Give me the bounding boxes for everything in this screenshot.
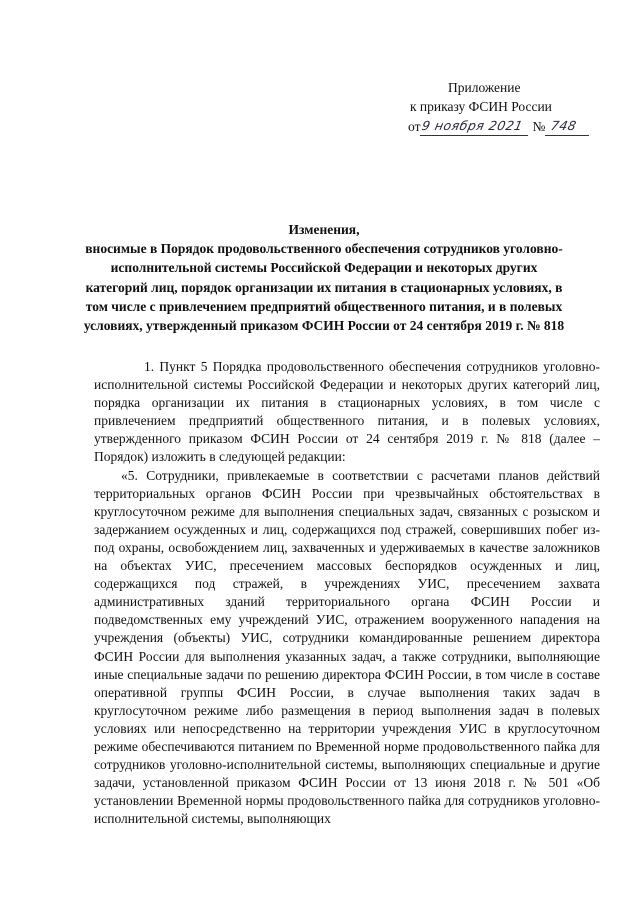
handwritten-number: 748 bbox=[545, 116, 593, 136]
appendix-date-number-line bbox=[408, 116, 591, 136]
appendix-block bbox=[408, 78, 591, 136]
from-label: от bbox=[408, 119, 421, 134]
appendix-heading: Приложение bbox=[448, 80, 521, 95]
paragraph-1: 1. Пункт 5 Порядка продовольственного обеспечения сотрудников уголовно-исполнительной системы Российской Федерации и некоторых других категорий лиц, порядка организации их питания в стационарных условиях, в том числе с привлечением предприятий общественного питания, и в полевых условиях, утвержденного приказом ФСИН России от 24 сентября 2019 г. № 818 (далее – Порядок) изложить в следующей редакции: bbox=[94, 359, 600, 465]
title-subject: вносимые в Порядок продовольственного обеспечения сотрудников уголовно-исполнительной системы Российской Федерации и некоторых других категорий лиц, порядок организации их питания в стационарных условиях, в том числе с привлечением предприятий общественного питания, и в полевых условиях, утвержденный приказом ФСИН России от 24 сентября 2019 г. № 818 bbox=[83, 241, 565, 334]
paragraph-2: «5. Сотрудники, привлекаемые в соответствии с расчетами планов действий территориальных органов ФСИН России при чрезвычайных обстоятельствах в круглосуточном режиме для выполнения специальных задач, связанных с розыском и задержанием осужденных и лиц, содержащихся под стражей, совершивших побег из-под охраны, освобождением лиц, захваченных и удерживаемых в качестве заложников на объектах УИС, пресечением массовых беспорядков осужденных и лиц, содержащихся под стражей, в учреждениях УИС, пресечением захвата административных зданий территориального органа ФСИН России и подведомственных ему учреждений УИС, отражением вооруженного нападения на учреждения (объекты) УИС, сотрудники командированные решением директора ФСИН России для выполнения указанных задач, а также сотрудники, выполняющие иные специальные задачи по решению директора ФСИН России, в том числе в составе оперативной группы ФСИН России, в случае выполнения таких задач в круглосуточном режиме либо размещения в период выполнения задач в полевых условиях или непосредственно на территории учреждения УИС в круглосуточном режиме обеспечиваются питанием по Временной норме продовольственного пайка для сотрудников уголовно-исполнительной системы, выполняющих специальные и другие задачи, установленной приказом ФСИН России от 13 июня 2018 г. № 501 «Об установлении Временной нормы продовольственного пайка для сотрудников уголовно-исполнительной системы, выполняющих bbox=[94, 467, 600, 827]
appendix-order-reference: к приказу ФСИН России bbox=[410, 99, 552, 114]
number-label: № bbox=[532, 119, 546, 134]
handwritten-date: 9 ноября 2021 bbox=[420, 116, 532, 136]
document-body bbox=[94, 358, 600, 828]
title-heading: Изменения, bbox=[288, 222, 360, 237]
document-title bbox=[80, 220, 568, 335]
